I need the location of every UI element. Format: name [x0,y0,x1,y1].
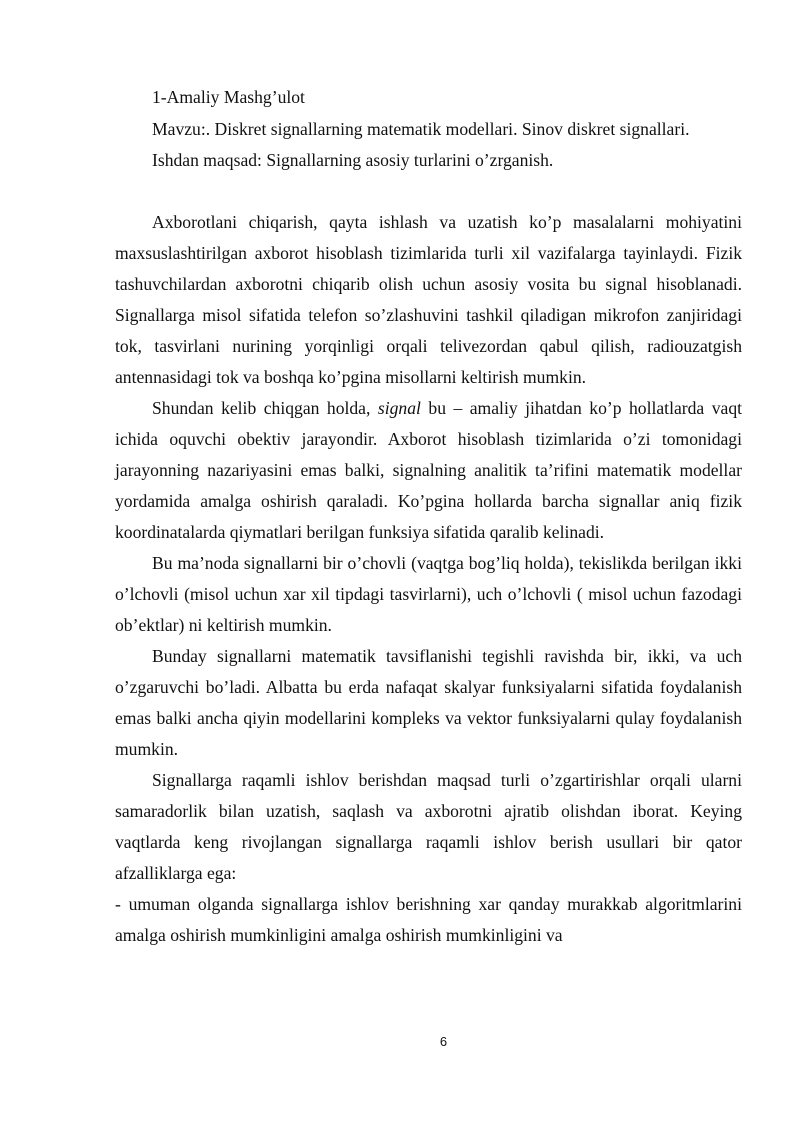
goal-line: Ishdan maqsad: Signallarning asosiy turlarini o’zrganish. [152,150,554,170]
paragraph-signal-definition [115,393,742,548]
paragraph-math-description: Bunday signallarni matematik tavsiflanishi tegishli ravishda bir, ikki, va uch o’zgaruvchi bo’ladi. Albatta bu erda nafaqat skalyar funksiyalarni sifatida foydalanish emas balki ancha qiyin modellarini kompleks va vektor funksiyalarni qulay foydalanish mumkin. [115,646,742,759]
list-item: - umuman olganda signallarga ishlov berishning xar qanday murakkab algoritmlarini amalga oshirish mumkinligini amalga oshirish mumkinligini va [115,894,742,945]
paragraph-text: bu – amaliy jihatdan ko’p hollatlarda vaqt ichida oquvchi obektiv jarayondir. Axborot hisoblash tizimlarida o’zi tomonidagi jarayonning nazariyasini emas balki, signalning analitik ta’rifini matematik modellar yordamida amalga oshirish qaraladi. Ko’pgina hollarda barcha signallar aniq fizik koordinatalarda qiymatlari berilgan funksiya sifatida qaralib kelinadi. [115,398,743,542]
body-text [115,207,742,951]
paragraph-dimensions: Bu ma’noda signallarni bir o’chovli (vaqtga bog’liq holda), tekislikda berilgan ikki o’lchovli (misol uchun xar xil tipdagi tasvirlarni), uch o’lchovli ( misol uchun fazodagi ob’ektlar) ni keltirish mumkin. [115,553,742,635]
topic-line: Mavzu:. Diskret signallarning matematik modellari. Sinov diskret signallari. [152,119,690,139]
paragraph-digital-processing: Signallarga raqamli ishlov berishdan maqsad turli o’zgartirishlar orqali ularni samaradorlik bilan uzatish, saqlash va axborotni ajratib olishdan iborat. Keying vaqtlarda keng rivojlangan signallarga raqamli ishlov berish usullari bir qator afzalliklarga ega: [115,770,742,883]
page-number: 6 [439,1034,448,1049]
practice-title: 1-Amaliy Mashg’ulot [152,87,305,107]
emphasis-term: signal [377,398,421,418]
paragraph-text: Shundan kelib chiqgan holda, [152,398,378,418]
paragraph-intro: Axborotlani chiqarish, qayta ishlash va uzatish ko’p masalalarni mohiyatini maxsuslashtirilgan axborot hisoblash tizimlarida turli xil vazifalarga tayinlaydi. Fizik tashuvchilardan axborotni chiqarib olish uchun asosiy vosita bu signal hisoblanadi. Signallarga misol sifatida telefon so’zlashuvini tashkil qiladigan mikrofon zanjiridagi tok, tasvirlani nurining yorqinligi orqali telivezordan qabul qilish, radiouzatgish antennasidagi tok va boshqa ko’pgina misollarni keltirish mumkin. [115,212,742,387]
